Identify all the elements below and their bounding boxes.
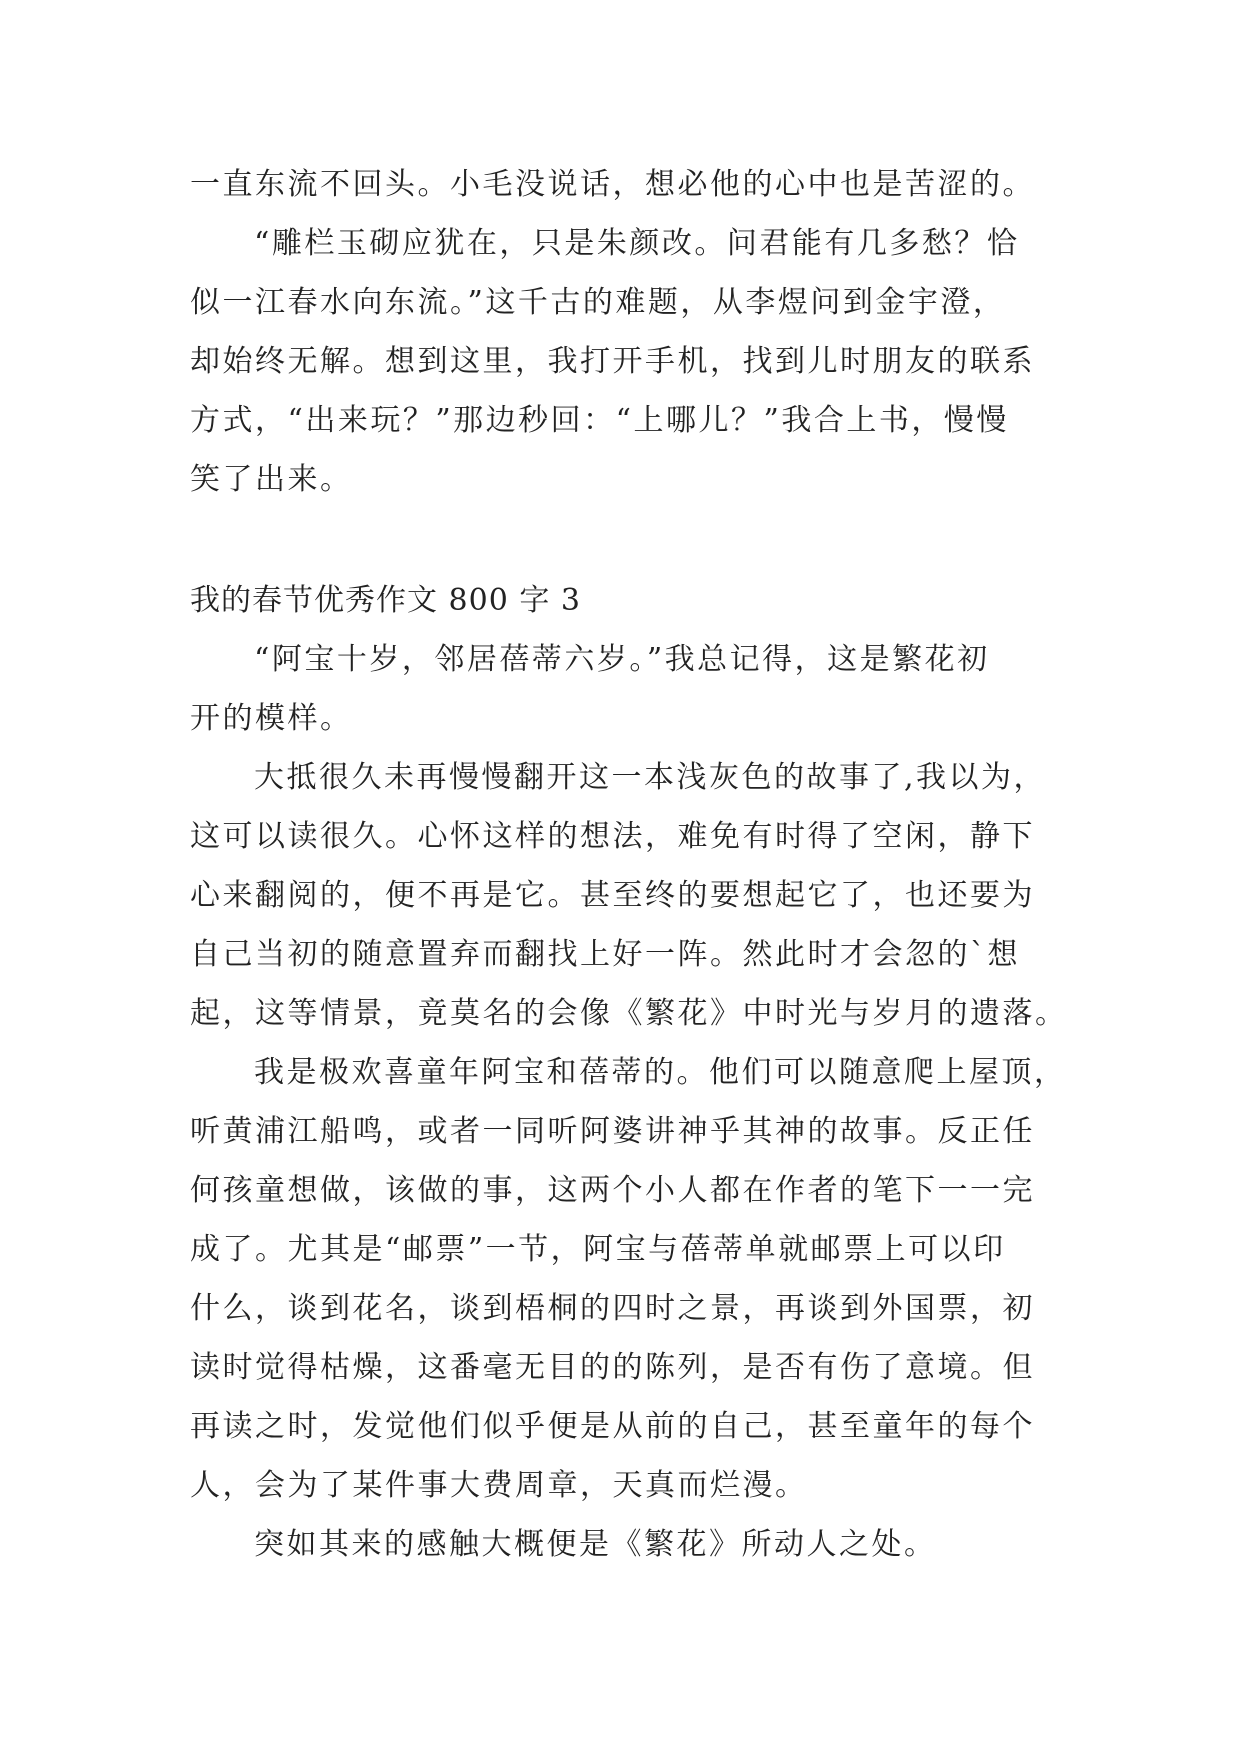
paragraph-line: 听黄浦江船鸣，或者一同听阿婆讲神乎其神的故事。反正任 bbox=[190, 1114, 1035, 1149]
paragraph-line: 成了。尤其是“邮票”一节，阿宝与蓓蒂单就邮票上可以印 bbox=[190, 1232, 1006, 1267]
paragraph-line: 一直东流不回头。小毛没说话，想必他的心中也是苦涩的。 bbox=[190, 167, 1035, 202]
paragraph-line: 却始终无解。想到这里，我打开手机，找到儿时朋友的联系 bbox=[190, 344, 1035, 379]
paragraph-line: 心来翻阅的，便不再是它。甚至终的要想起它了，也还要为 bbox=[190, 878, 1035, 913]
paragraph-line: 突如其来的感触大概便是《繁花》所动人之处。 bbox=[254, 1527, 937, 1562]
paragraph-line: 这可以读很久。心怀这样的想法，难免有时得了空闲，静下 bbox=[190, 819, 1035, 854]
paragraph-line: “雕栏玉砌应犹在，只是朱颜改。问君能有几多愁？恰 bbox=[254, 226, 1020, 261]
paragraph-line: 人，会为了某件事大费周章，天真而烂漫。 bbox=[190, 1468, 808, 1503]
paragraph-line: 笑了出来。 bbox=[190, 462, 353, 497]
paragraph-line: 何孩童想做，该做的事，这两个小人都在作者的笔下一一完 bbox=[190, 1173, 1035, 1208]
paragraph-line: 自己当初的随意置弃而翻找上好一阵。然此时才会忽的`想 bbox=[190, 937, 1020, 972]
paragraph-line: 大抵很久未再慢慢翻开这一本浅灰色的故事了,我以为， bbox=[254, 760, 1047, 795]
paragraph-line: 什么，谈到花名，谈到梧桐的四时之景，再谈到外国票，初 bbox=[190, 1291, 1035, 1326]
paragraph-line: 再读之时，发觉他们似乎便是从前的自己，甚至童年的每个 bbox=[190, 1409, 1035, 1444]
paragraph-line: 起，这等情景，竟莫名的会像《繁花》中时光与岁月的遗落。 bbox=[190, 996, 1068, 1031]
paragraph-line: 开的模样。 bbox=[190, 701, 353, 736]
section-title: 我的春节优秀作文 800 字 3 bbox=[190, 583, 581, 618]
paragraph-line: 我是极欢喜童年阿宝和蓓蒂的。他们可以随意爬上屋顶， bbox=[254, 1055, 1067, 1090]
paragraph-line: “阿宝十岁，邻居蓓蒂六岁。”我总记得，这是繁花初 bbox=[254, 642, 990, 677]
paragraph-line: 似一江春水向东流。”这千古的难题，从李煜问到金宇澄， bbox=[190, 285, 1006, 320]
paragraph-line: 方式，“出来玩？”那边秒回：“上哪儿？”我合上书，慢慢 bbox=[190, 403, 1009, 438]
paragraph-line: 读时觉得枯燥，这番毫无目的的陈列，是否有伤了意境。但 bbox=[190, 1350, 1035, 1385]
